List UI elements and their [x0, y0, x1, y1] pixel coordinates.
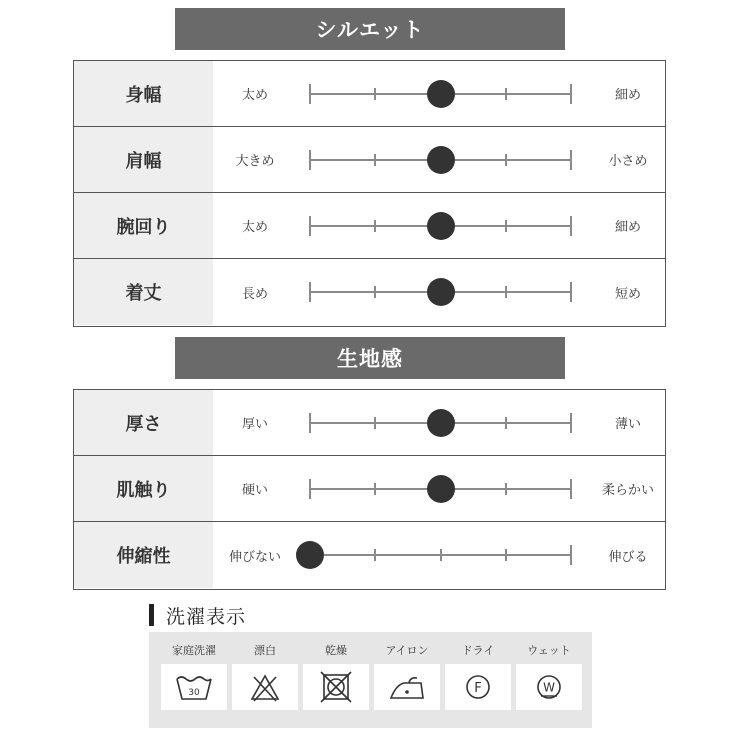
scale-marker-dot — [427, 80, 455, 108]
scale-tick — [505, 483, 507, 495]
scale-tick — [570, 84, 572, 104]
dry-clean-letter: F — [474, 681, 482, 696]
care-label: ウェット — [527, 644, 571, 657]
scale-marker-dot — [427, 212, 455, 240]
scale-left-text: 伸びない — [228, 549, 281, 565]
wash-tub-30-icon — [161, 664, 227, 710]
scale-tick — [309, 282, 311, 302]
care-label: 家庭洗濯 — [172, 644, 216, 657]
silhouette-header — [175, 8, 565, 50]
scale-right-text: 小さめ — [608, 154, 648, 169]
scale-tick — [374, 549, 376, 561]
iron-low-icon — [374, 664, 440, 710]
attribute-row — [74, 127, 665, 193]
care-label: 漂白 — [254, 644, 276, 657]
attribute-label: 身幅 — [74, 61, 213, 126]
scale-tick — [374, 88, 376, 100]
scale-tick — [570, 479, 572, 499]
scale-marker-dot — [427, 409, 455, 437]
care-item-dry-clean — [445, 632, 511, 728]
scale-tick — [570, 216, 572, 236]
care-item-wet-clean — [516, 632, 582, 728]
scale-marker-dot — [427, 146, 455, 174]
scale-right-text: 薄い — [614, 417, 641, 432]
scale-right-text: 伸びる — [608, 549, 648, 565]
attribute-label: 腕回り — [74, 193, 213, 258]
attribute-label: 肩幅 — [74, 127, 213, 192]
care-item-iron — [374, 632, 440, 728]
scale-tick — [309, 216, 311, 236]
scale-tick — [570, 545, 572, 565]
care-item-bleach — [232, 632, 298, 728]
care-item-home-wash — [161, 632, 227, 728]
scale-tick — [505, 549, 507, 561]
care-icon-box — [516, 664, 582, 710]
wet-clean-letter: W — [543, 680, 555, 695]
care-label: ドライ — [461, 644, 495, 657]
scale-tick — [505, 417, 507, 429]
scale-tick — [440, 549, 442, 561]
scale-tick — [374, 286, 376, 298]
attribute-row — [74, 193, 665, 259]
scale-tick — [309, 84, 311, 104]
attribute-label: 肌触り — [74, 456, 213, 521]
washing-title-text: 洗濯表示 — [166, 605, 247, 628]
scale-tick — [374, 417, 376, 429]
scale-left-text: 太め — [241, 220, 268, 235]
attribute-label: 着丈 — [74, 259, 213, 325]
scale-tick — [309, 413, 311, 433]
care-icon-box — [445, 664, 511, 710]
scale-right-text: 細め — [614, 88, 641, 103]
care-label: アイロン — [385, 644, 429, 657]
texture-table — [73, 389, 666, 590]
no-tumble-dry-icon — [303, 664, 369, 710]
scale-left-text: 長め — [241, 286, 268, 302]
attribute-label: 伸縮性 — [74, 522, 213, 588]
scale-tick — [570, 150, 572, 170]
scale-tick — [505, 154, 507, 166]
wash-temperature: 30 — [188, 688, 200, 698]
scale-tick — [505, 286, 507, 298]
silhouette-title: シルエット — [315, 18, 425, 42]
scale-marker-dot — [427, 278, 455, 306]
scale-tick — [505, 88, 507, 100]
scale-tick — [374, 220, 376, 232]
scale-right-text: 柔らかい — [601, 483, 654, 498]
silhouette-table — [73, 60, 666, 327]
care-icon-box — [232, 664, 298, 710]
care-icon-box — [374, 664, 440, 710]
title-bar-icon — [149, 604, 154, 626]
scale-tick — [309, 479, 311, 499]
dry-clean-f-icon — [445, 664, 511, 710]
scale-tick — [374, 483, 376, 495]
scale-tick — [570, 282, 572, 302]
care-item-dry — [303, 632, 369, 728]
washing-panel — [149, 632, 592, 728]
scale-left-text: 厚い — [241, 417, 268, 432]
texture-header — [175, 337, 565, 379]
scale-left-text: 太め — [241, 88, 268, 103]
wet-clean-w-icon — [516, 664, 582, 710]
scale-right-text: 細め — [614, 220, 641, 235]
scale-marker-dot — [427, 475, 455, 503]
attribute-row — [74, 259, 665, 325]
scale-left-text: 大きめ — [235, 154, 275, 169]
washing-title — [149, 602, 246, 628]
attribute-label: 厚さ — [74, 390, 213, 455]
scale-tick — [374, 154, 376, 166]
scale-left-text: 硬い — [241, 483, 268, 498]
scale-tick — [505, 220, 507, 232]
scale-tick — [570, 413, 572, 433]
care-label: 乾燥 — [325, 644, 347, 657]
scale-right-text: 短め — [614, 286, 641, 302]
attribute-row — [74, 456, 665, 522]
attribute-row — [74, 522, 665, 588]
care-icon-box — [303, 664, 369, 710]
scale-marker-dot — [296, 541, 324, 569]
no-bleach-icon — [232, 664, 298, 710]
scale-tick — [309, 150, 311, 170]
texture-title: 生地感 — [337, 347, 403, 371]
attribute-row — [74, 61, 665, 127]
care-icon-box — [161, 664, 227, 710]
attribute-row — [74, 390, 665, 456]
